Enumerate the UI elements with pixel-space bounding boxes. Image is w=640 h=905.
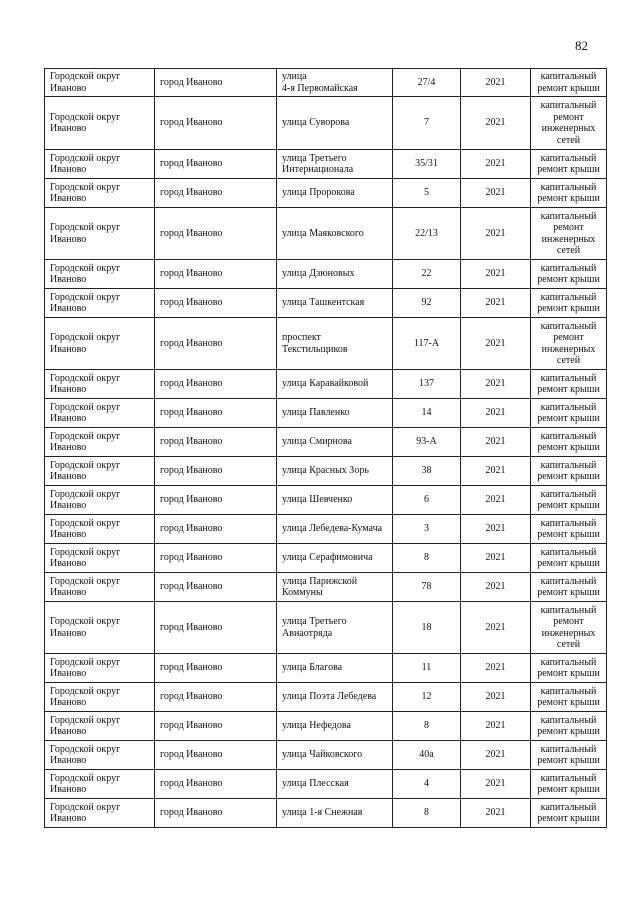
table-row <box>45 428 607 457</box>
cell-street: улица Маяковского <box>277 208 393 260</box>
cell-city: город Иваново <box>155 318 277 370</box>
cell-year: 2021 <box>461 683 531 712</box>
cell-street: улица Смирнова <box>277 428 393 457</box>
cell-district: Городской округ Иваново <box>45 289 155 318</box>
cell-city: город Иваново <box>155 573 277 602</box>
cell-house-number: 35/31 <box>393 150 461 179</box>
cell-district: Городской округ Иваново <box>45 69 155 97</box>
cell-house-number: 8 <box>393 799 461 828</box>
cell-street: улица Лебедева-Кумача <box>277 515 393 544</box>
table-row <box>45 741 607 770</box>
table-row <box>45 457 607 486</box>
cell-year: 2021 <box>461 370 531 399</box>
cell-city: город Иваново <box>155 208 277 260</box>
cell-year: 2021 <box>461 602 531 654</box>
cell-city: город Иваново <box>155 515 277 544</box>
cell-street: улица Парижской Коммуны <box>277 573 393 602</box>
cell-year: 2021 <box>461 318 531 370</box>
cell-city: город Иваново <box>155 97 277 150</box>
cell-district: Городской округ Иваново <box>45 428 155 457</box>
cell-street: улица Каравайковой <box>277 370 393 399</box>
cell-city: город Иваново <box>155 289 277 318</box>
cell-district: Городской округ Иваново <box>45 179 155 208</box>
cell-work-type: капитальный ремонт крыши <box>531 289 607 318</box>
cell-district: Городской округ Иваново <box>45 683 155 712</box>
cell-house-number: 6 <box>393 486 461 515</box>
cell-city: город Иваново <box>155 428 277 457</box>
cell-house-number: 12 <box>393 683 461 712</box>
cell-year: 2021 <box>461 179 531 208</box>
table-row <box>45 399 607 428</box>
cell-street: улица Павленко <box>277 399 393 428</box>
cell-work-type: капитальный ремонт крыши <box>531 150 607 179</box>
table-row <box>45 150 607 179</box>
cell-city: город Иваново <box>155 712 277 741</box>
cell-city: город Иваново <box>155 770 277 799</box>
table-row <box>45 97 607 150</box>
cell-city: город Иваново <box>155 399 277 428</box>
cell-year: 2021 <box>461 260 531 289</box>
cell-work-type: капитальный ремонт инженерных сетей <box>531 208 607 260</box>
cell-street: улица Поэта Лебедева <box>277 683 393 712</box>
cell-house-number: 4 <box>393 770 461 799</box>
table-row <box>45 770 607 799</box>
cell-city: город Иваново <box>155 602 277 654</box>
cell-district: Городской округ Иваново <box>45 208 155 260</box>
cell-work-type: капитальный ремонт крыши <box>531 399 607 428</box>
table-row <box>45 683 607 712</box>
cell-district: Городской округ Иваново <box>45 654 155 683</box>
cell-year: 2021 <box>461 289 531 318</box>
cell-district: Городской округ Иваново <box>45 370 155 399</box>
cell-year: 2021 <box>461 741 531 770</box>
table-row <box>45 318 607 370</box>
cell-year: 2021 <box>461 486 531 515</box>
cell-district: Городской округ Иваново <box>45 770 155 799</box>
cell-district: Городской округ Иваново <box>45 260 155 289</box>
cell-city: город Иваново <box>155 457 277 486</box>
cell-year: 2021 <box>461 654 531 683</box>
table-row <box>45 602 607 654</box>
cell-street: проспект Текстильщиков <box>277 318 393 370</box>
cell-street: улица Суворова <box>277 97 393 150</box>
cell-district: Городской округ Иваново <box>45 515 155 544</box>
cell-street: улица Шевченко <box>277 486 393 515</box>
cell-city: город Иваново <box>155 486 277 515</box>
table-row <box>45 260 607 289</box>
cell-city: город Иваново <box>155 683 277 712</box>
cell-house-number: 22/13 <box>393 208 461 260</box>
table-row <box>45 486 607 515</box>
cell-street: улица 4-я Первомайская <box>277 69 393 97</box>
cell-street: улица Чайковского <box>277 741 393 770</box>
cell-city: город Иваново <box>155 799 277 828</box>
cell-work-type: капитальный ремонт инженерных сетей <box>531 97 607 150</box>
table-row <box>45 654 607 683</box>
cell-year: 2021 <box>461 97 531 150</box>
table-body <box>45 69 607 828</box>
cell-district: Городской округ Иваново <box>45 97 155 150</box>
cell-house-number: 27/4 <box>393 69 461 97</box>
cell-district: Городской округ Иваново <box>45 399 155 428</box>
cell-house-number: 38 <box>393 457 461 486</box>
table-row <box>45 208 607 260</box>
cell-year: 2021 <box>461 573 531 602</box>
cell-street: улица Серафимовича <box>277 544 393 573</box>
table-row <box>45 179 607 208</box>
cell-year: 2021 <box>461 428 531 457</box>
cell-district: Городской округ Иваново <box>45 544 155 573</box>
table-row <box>45 370 607 399</box>
cell-city: город Иваново <box>155 260 277 289</box>
cell-street: улица Красных Зорь <box>277 457 393 486</box>
cell-year: 2021 <box>461 69 531 97</box>
cell-house-number: 3 <box>393 515 461 544</box>
cell-year: 2021 <box>461 399 531 428</box>
cell-work-type: капитальный ремонт крыши <box>531 69 607 97</box>
cell-city: город Иваново <box>155 150 277 179</box>
cell-year: 2021 <box>461 770 531 799</box>
table-row <box>45 515 607 544</box>
cell-work-type: капитальный ремонт крыши <box>531 544 607 573</box>
table-row <box>45 69 607 97</box>
cell-house-number: 78 <box>393 573 461 602</box>
cell-house-number: 8 <box>393 712 461 741</box>
cell-street: улица Третьего Авиаотряда <box>277 602 393 654</box>
cell-work-type: капитальный ремонт крыши <box>531 799 607 828</box>
cell-district: Городской округ Иваново <box>45 712 155 741</box>
cell-district: Городской округ Иваново <box>45 486 155 515</box>
cell-district: Городской округ Иваново <box>45 799 155 828</box>
cell-work-type: капитальный ремонт крыши <box>531 457 607 486</box>
cell-district: Городской округ Иваново <box>45 318 155 370</box>
cell-house-number: 137 <box>393 370 461 399</box>
cell-work-type: капитальный ремонт крыши <box>531 770 607 799</box>
cell-work-type: капитальный ремонт крыши <box>531 179 607 208</box>
cell-house-number: 7 <box>393 97 461 150</box>
cell-year: 2021 <box>461 457 531 486</box>
cell-street: улица 1-я Снежная <box>277 799 393 828</box>
housing-repair-table <box>44 68 607 828</box>
page-number: 82 <box>575 38 588 53</box>
cell-work-type: капитальный ремонт крыши <box>531 260 607 289</box>
cell-city: город Иваново <box>155 544 277 573</box>
cell-city: город Иваново <box>155 654 277 683</box>
cell-work-type: капитальный ремонт инженерных сетей <box>531 318 607 370</box>
cell-street: улица Третьего Интернационала <box>277 150 393 179</box>
cell-district: Городской округ Иваново <box>45 457 155 486</box>
cell-city: город Иваново <box>155 69 277 97</box>
cell-district: Городской округ Иваново <box>45 150 155 179</box>
cell-work-type: капитальный ремонт крыши <box>531 515 607 544</box>
cell-work-type: капитальный ремонт крыши <box>531 712 607 741</box>
table-row <box>45 544 607 573</box>
cell-street: улица Благова <box>277 654 393 683</box>
cell-year: 2021 <box>461 150 531 179</box>
cell-city: город Иваново <box>155 179 277 208</box>
cell-house-number: 18 <box>393 602 461 654</box>
cell-work-type: капитальный ремонт инженерных сетей <box>531 602 607 654</box>
cell-district: Городской округ Иваново <box>45 741 155 770</box>
cell-house-number: 5 <box>393 179 461 208</box>
cell-house-number: 117-А <box>393 318 461 370</box>
cell-district: Городской округ Иваново <box>45 602 155 654</box>
cell-street: улица Дзюновых <box>277 260 393 289</box>
cell-work-type: капитальный ремонт крыши <box>531 486 607 515</box>
cell-house-number: 22 <box>393 260 461 289</box>
cell-city: город Иваново <box>155 370 277 399</box>
cell-year: 2021 <box>461 208 531 260</box>
cell-work-type: капитальный ремонт крыши <box>531 370 607 399</box>
cell-year: 2021 <box>461 712 531 741</box>
cell-work-type: капитальный ремонт крыши <box>531 573 607 602</box>
cell-year: 2021 <box>461 799 531 828</box>
cell-street: улица Нефедова <box>277 712 393 741</box>
cell-year: 2021 <box>461 544 531 573</box>
table-row <box>45 289 607 318</box>
table-row <box>45 712 607 741</box>
cell-work-type: капитальный ремонт крыши <box>531 654 607 683</box>
cell-house-number: 92 <box>393 289 461 318</box>
cell-street: улица Пророкова <box>277 179 393 208</box>
cell-year: 2021 <box>461 515 531 544</box>
cell-work-type: капитальный ремонт крыши <box>531 741 607 770</box>
cell-house-number: 11 <box>393 654 461 683</box>
table-row <box>45 573 607 602</box>
cell-city: город Иваново <box>155 741 277 770</box>
cell-work-type: капитальный ремонт крыши <box>531 428 607 457</box>
cell-house-number: 40а <box>393 741 461 770</box>
table-row <box>45 799 607 828</box>
cell-work-type: капитальный ремонт крыши <box>531 683 607 712</box>
cell-district: Городской округ Иваново <box>45 573 155 602</box>
cell-house-number: 14 <box>393 399 461 428</box>
cell-house-number: 93-А <box>393 428 461 457</box>
cell-house-number: 8 <box>393 544 461 573</box>
cell-street: улица Ташкентская <box>277 289 393 318</box>
cell-street: улица Плесская <box>277 770 393 799</box>
